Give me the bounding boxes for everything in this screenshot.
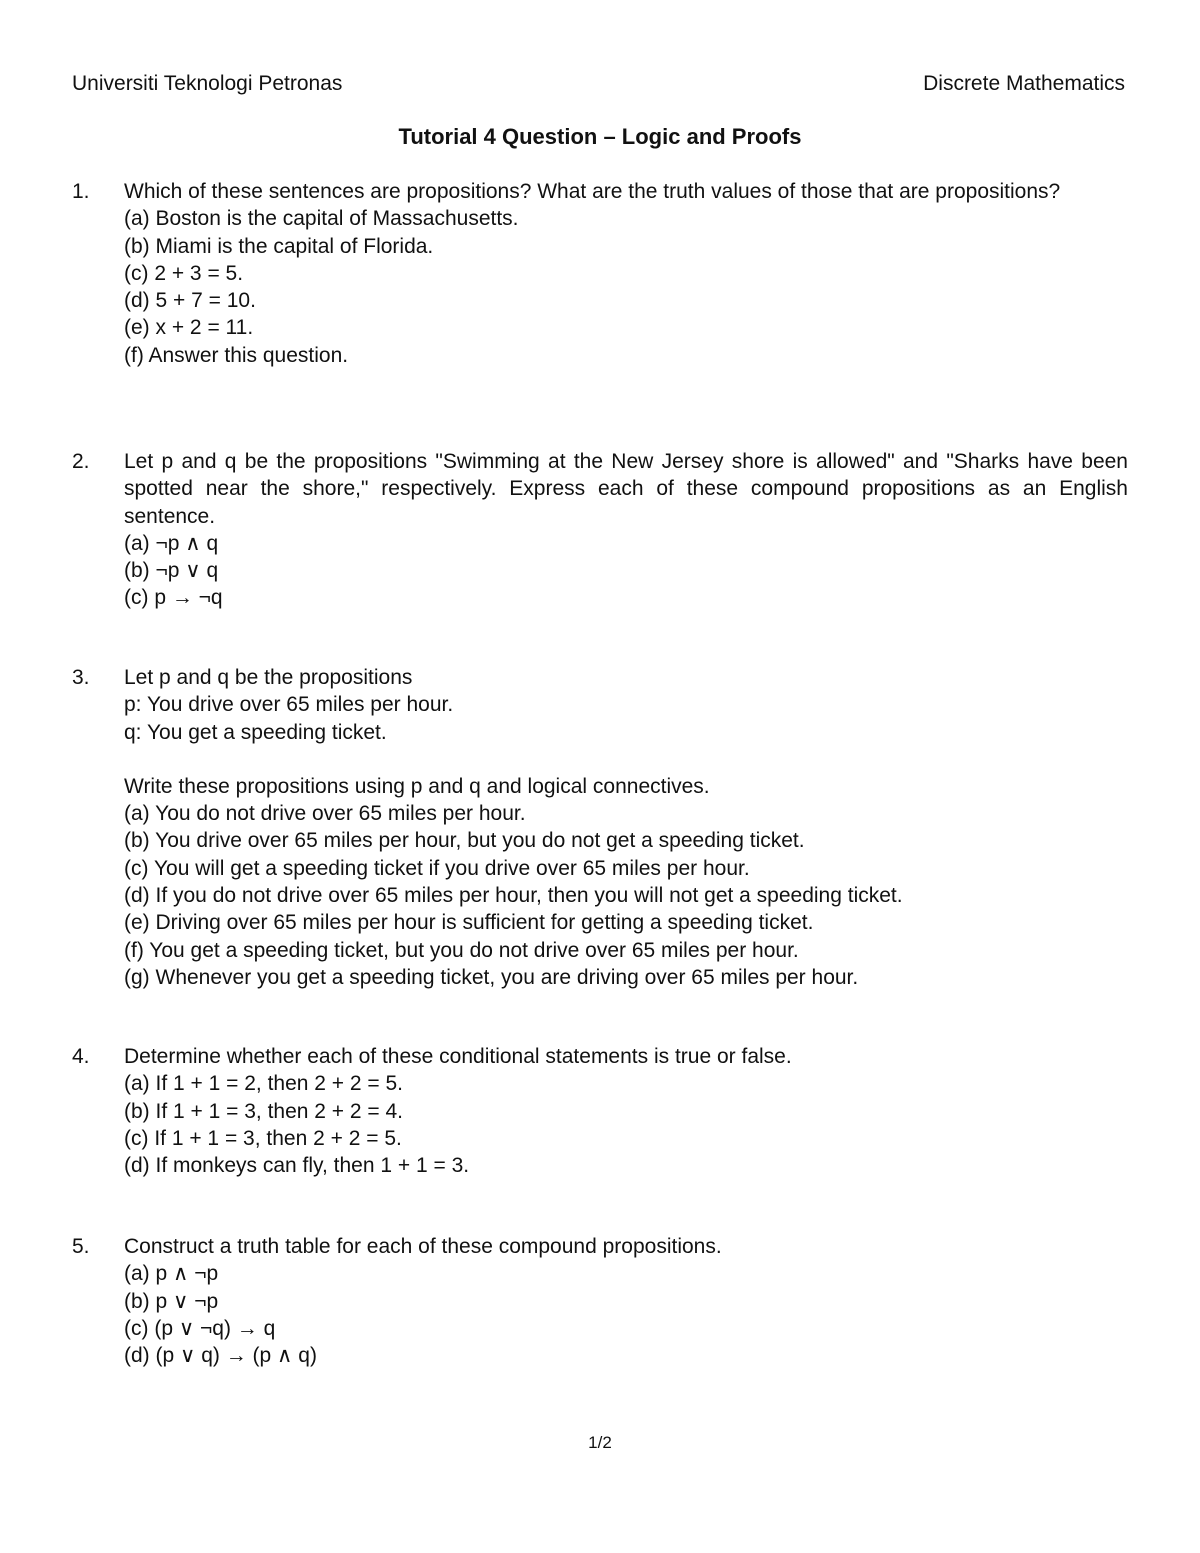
- list-item: (a) You do not drive over 65 miles per hour.: [124, 802, 526, 826]
- question-number: 2.: [72, 450, 90, 473]
- list-item: (c) p → ¬q: [124, 586, 223, 610]
- definition-p: p: You drive over 65 miles per hour.: [124, 693, 454, 717]
- page-number: 1/2: [588, 1433, 612, 1452]
- definition-q: q: You get a speeding ticket.: [124, 720, 387, 744]
- question-text: Which of these sentences are propositions? What are the truth values of those that are propositions?: [124, 180, 1061, 203]
- question-2: [72, 448, 1128, 612]
- question-text: Let p and q be the propositions "Swimming at the New Jersey shore is allowed" and "Sharks have been spotted near the shore," respectively. Express each of these compound propositions as an English sentence.: [124, 450, 1128, 528]
- list-item: (d) 5 + 7 = 10.: [124, 289, 256, 313]
- header-institution: Universiti Teknologi Petronas: [72, 72, 343, 95]
- list-item: (a) p ∧ ¬p: [124, 1262, 219, 1286]
- list-item: (c) (p ∨ ¬q) → q: [124, 1316, 276, 1340]
- list-item: (b) p ∨ ¬p: [124, 1289, 219, 1313]
- list-item: (d) (p ∨ q) → (p ∧ q): [124, 1344, 317, 1368]
- list-item: (b) You drive over 65 miles per hour, but you do not get a speeding ticket.: [124, 829, 805, 853]
- question-text: Construct a truth table for each of these compound propositions.: [124, 1235, 722, 1258]
- question-number: 1.: [72, 180, 90, 203]
- list-item: (f) You get a speeding ticket, but you do not drive over 65 miles per hour.: [124, 938, 799, 962]
- list-item: (c) 2 + 3 = 5.: [124, 261, 244, 285]
- list-item: (d) If you do not drive over 65 miles per hour, then you will not get a speeding ticket.: [124, 884, 903, 908]
- list-item: (e) x + 2 = 11.: [124, 316, 254, 340]
- question-5: [72, 1233, 1128, 1369]
- question-text: Let p and q be the propositions: [124, 666, 413, 689]
- list-item: (b) Miami is the capital of Florida.: [124, 234, 434, 258]
- list-item: (a) If 1 + 1 = 2, then 2 + 2 = 5.: [124, 1072, 404, 1096]
- list-item: (b) If 1 + 1 = 3, then 2 + 2 = 4.: [124, 1099, 404, 1123]
- question-3: [72, 664, 1128, 991]
- list-item: (g) Whenever you get a speeding ticket, you are driving over 65 miles per hour.: [124, 965, 859, 989]
- question-number: 4.: [72, 1045, 90, 1068]
- question-number: 5.: [72, 1235, 90, 1258]
- list-item: (a) Boston is the capital of Massachusetts.: [124, 207, 519, 231]
- list-item: (b) ¬p ∨ q: [124, 559, 219, 583]
- question-1: [72, 178, 1128, 369]
- list-item: (c) If 1 + 1 = 3, then 2 + 2 = 5.: [124, 1126, 402, 1150]
- question-text: Determine whether each of these conditional statements is true or false.: [124, 1045, 792, 1068]
- page-title: Tutorial 4 Question – Logic and Proofs: [398, 124, 802, 149]
- list-item: (c) You will get a speeding ticket if you drive over 65 miles per hour.: [124, 856, 750, 880]
- question-4: [72, 1043, 1128, 1179]
- list-item: (e) Driving over 65 miles per hour is sufficient for getting a speeding ticket.: [124, 911, 814, 935]
- question-instruction: Write these propositions using p and q and logical connectives.: [124, 774, 710, 798]
- list-item: (a) ¬p ∧ q: [124, 531, 219, 555]
- list-item: (f) Answer this question.: [124, 343, 349, 367]
- question-number: 3.: [72, 666, 90, 689]
- list-item: (d) If monkeys can fly, then 1 + 1 = 3.: [124, 1154, 470, 1178]
- header-course: Discrete Mathematics: [923, 72, 1125, 95]
